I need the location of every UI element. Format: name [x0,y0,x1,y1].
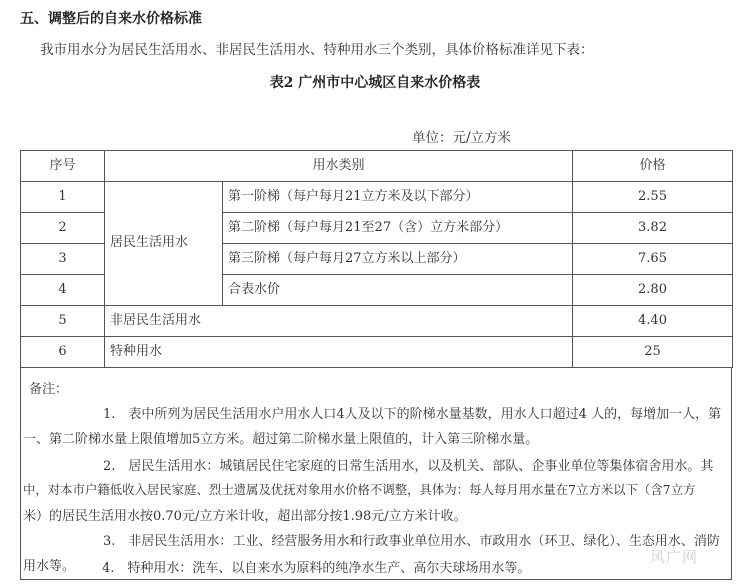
intro-paragraph: 我市用水分为居民生活用水、非居民生活用水、特种用水三个类别，具体价格标准详见下表： [40,42,594,58]
note-line: 用水等。 [23,559,76,574]
row-desc: 第三阶梯（每户每月27立方米以上部分） [223,244,573,275]
row-seq: 5 [21,306,105,337]
row-desc: 第二阶梯（每户每月21至27（含）立方米部分） [223,213,573,244]
note-line: 1. 表中所列为居民生活用水户用水人口4人及以下的阶梯水量基数，用水人口超过4 人的，每增加一人，第 [103,407,722,422]
table-row [21,337,733,368]
table-row [21,182,733,213]
price-table [20,150,733,368]
note-line: 4. 特种用水：洗车、以自来水为原料的纯净水生产、高尔夫球场用水等。 [102,561,531,576]
note-line: 中，对本市户籍低收入居民家庭、烈士遗属及优抚对象用水价格不调整，具体为：每人每月用水量在7立方米以下（含7立方 [23,482,696,497]
row-price: 2.55 [573,182,733,213]
row-seq: 4 [21,275,105,306]
row-seq: 6 [21,337,105,368]
notes-title: 备注： [29,382,69,397]
notes-box [20,368,732,580]
header-category: 用水类别 [105,151,573,182]
note-line: 一、第二阶梯水量上限值增加5立方米。超过第二阶梯水量上限值的，计入第三阶梯水量。 [23,432,539,447]
row-price: 25 [573,337,733,368]
row-desc: 特种用水 [105,337,573,368]
table-row [21,306,733,337]
section-title: 五、调整后的自来水价格标准 [20,11,202,27]
table-header-row [21,151,733,182]
row-price: 7.65 [573,244,733,275]
note-line: 2. 居民生活用水：城镇居民住宅家庭的日常生活用水，以及机关、部队、企事业单位等集体宿舍用水。其 [103,459,714,474]
row-desc: 合表水价 [223,275,573,306]
row-price: 4.40 [573,306,733,337]
row-seq: 2 [21,213,105,244]
row-desc: 非居民生活用水 [105,306,573,337]
table-title: 表2 广州市中心城区自来水价格表 [269,75,481,91]
watermark: 风广网 [650,548,699,566]
row-desc: 第一阶梯（每户每月21立方米及以下部分） [223,182,573,213]
row-price: 3.82 [573,213,733,244]
header-price: 价格 [573,151,733,182]
row-seq: 1 [21,182,105,213]
note-line: 3. 非居民生活用水：工业、经营服务用水和行政事业单位用水、市政用水（环卫、绿化）、生态用水、消防 [103,534,720,549]
unit-label: 单位：元/立方米 [412,130,512,146]
resident-category: 居民生活用水 [105,182,223,306]
row-seq: 3 [21,244,105,275]
row-price: 2.80 [573,275,733,306]
note-line: 米）的居民生活用水按0.70元/立方米计收，超出部分按1.98元/立方米计收。 [23,509,467,524]
header-seq: 序号 [21,151,105,182]
